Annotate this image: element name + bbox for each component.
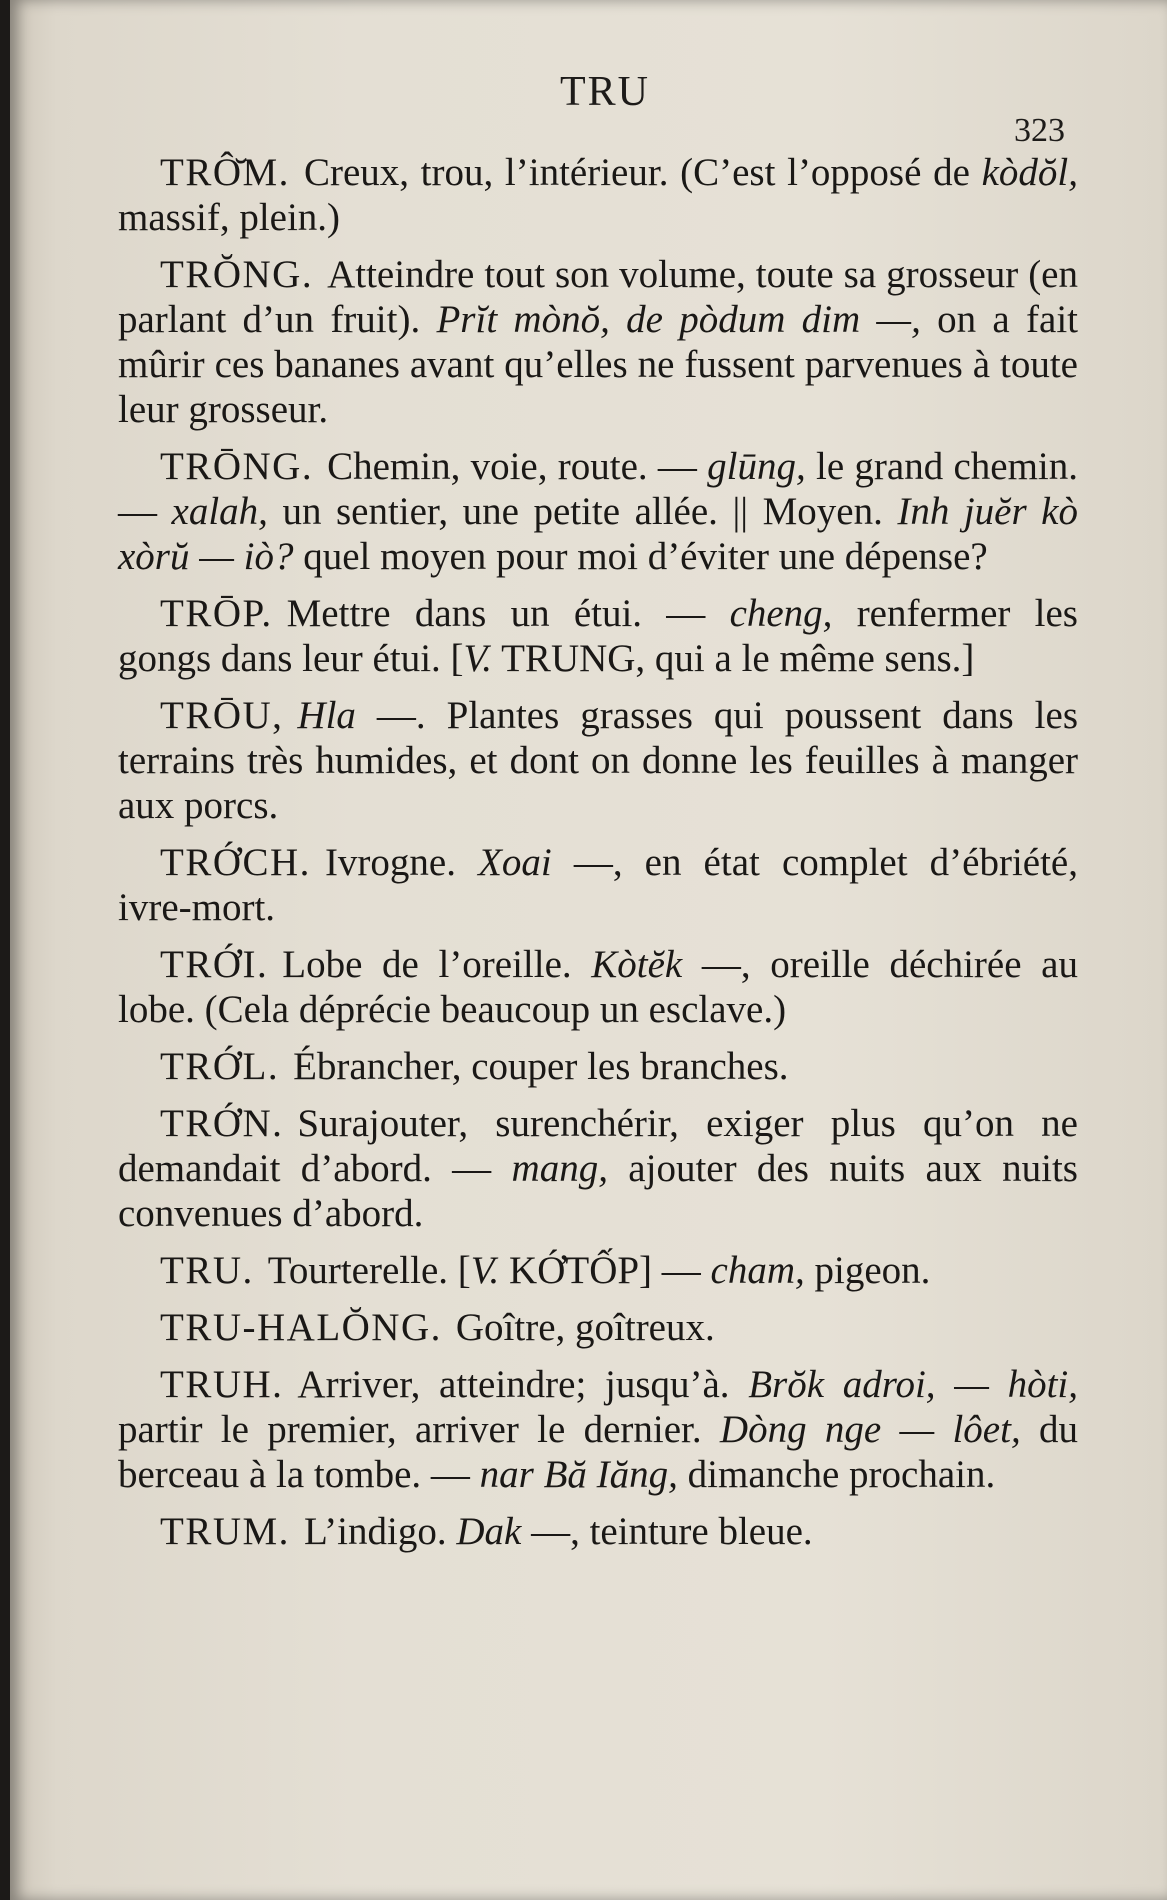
entry-definition: du berceau à la tombe. —	[118, 1408, 1078, 1496]
entry-definition: pigeon.	[804, 1249, 931, 1292]
entry-definition: ajouter des nuits aux nuits convenues d’abord.	[118, 1147, 1078, 1235]
entry-example: nar Bă Iăng,	[479, 1453, 678, 1496]
entry-example: glūng,	[707, 445, 806, 488]
entry-example: cham,	[710, 1249, 805, 1292]
dictionary-entry	[118, 942, 1078, 1032]
entry-headword: TRŌU,	[160, 694, 284, 737]
entry-headword: TRỚCH.	[160, 841, 311, 884]
entry-definition: KỚTỐP] —	[499, 1249, 711, 1292]
entry-definition: Surajouter, surenchérir, exiger plus qu’on ne demandait d’abord. —	[118, 1102, 1078, 1190]
entry-definition: quel moyen pour moi d’éviter une dépense?	[293, 535, 988, 578]
entry-example: V.	[470, 1249, 500, 1292]
entry-headword: TRỚN.	[160, 1102, 284, 1145]
entry-definition: —, en état complet d’ébriété, ivre-mort.	[118, 841, 1078, 929]
dictionary-entry	[118, 591, 1078, 681]
dictionary-entry	[118, 1101, 1078, 1236]
dictionary-entry	[118, 1248, 1078, 1293]
dictionary-entry	[118, 1305, 1078, 1350]
entry-example: V.	[463, 637, 493, 680]
entry-definition: un sentier, une petite allée. || Moyen.	[267, 490, 898, 533]
entry-definition: massif, plein.)	[118, 196, 341, 239]
entry-list	[118, 150, 1078, 1566]
entry-example: Inh juĕr kò xòrŭ — iò?	[118, 490, 1078, 578]
entry-headword: TRŌP.	[160, 592, 273, 635]
entry-definition: TRUNG, qui a le même sens.]	[492, 637, 975, 680]
running-header: TRU	[560, 69, 650, 115]
entry-definition: Arriver, atteindre; jusqu’à.	[297, 1363, 749, 1406]
entry-example: Dak	[456, 1510, 522, 1553]
entry-definition: le grand chemin. —	[118, 445, 1079, 533]
entry-definition: Lobe de l’oreille.	[282, 943, 592, 986]
entry-example: Hla	[297, 694, 356, 737]
entry-definition: —, oreille déchirée au lobe. (Cela déprécie beaucoup un esclave.)	[118, 943, 1078, 1031]
dictionary-entry	[118, 1362, 1078, 1497]
entry-definition: —, teinture bleue.	[521, 1510, 813, 1553]
entry-definition: renfermer les gongs dans leur étui. [	[118, 592, 1078, 680]
entry-definition: L’indigo.	[303, 1510, 457, 1553]
entry-definition: on a fait mûrir ces bananes avant qu’elles ne fussent parvenues à toute leur grosseur.	[118, 298, 1078, 431]
entry-headword: TRUM.	[160, 1510, 290, 1553]
entry-example: xalah,	[171, 490, 268, 533]
dictionary-entry	[118, 1044, 1078, 1089]
entry-definition: dimanche prochain.	[677, 1453, 996, 1496]
page-number: 323	[1014, 112, 1065, 149]
dictionary-entry	[118, 840, 1078, 930]
dictionary-entry	[118, 252, 1078, 432]
entry-definition: Mettre dans un étui. —	[286, 592, 730, 635]
entry-example: Kòtĕk	[591, 943, 683, 986]
entry-definition: Chemin, voie, route. —	[327, 445, 708, 488]
dictionary-entry	[118, 444, 1078, 579]
entry-definition: Ébrancher, couper les branches.	[293, 1045, 789, 1088]
entry-headword: TRỚI.	[160, 943, 269, 986]
dictionary-page	[10, 0, 1167, 1900]
entry-example: mang,	[511, 1147, 608, 1190]
entry-example: kòdŏl,	[981, 151, 1078, 194]
dictionary-entry	[118, 693, 1078, 828]
entry-definition: partir le premier, arriver le dernier.	[118, 1408, 720, 1451]
entry-example: Xoai	[478, 841, 552, 884]
entry-headword: TRŌNG.	[160, 445, 314, 488]
entry-definition: —. Plantes grasses qui poussent dans les terrains très humides, et dont on donne les feuilles à manger aux porcs.	[118, 694, 1078, 827]
entry-headword: TRU-HALŎNG.	[160, 1306, 442, 1349]
entry-example: cheng,	[729, 592, 833, 635]
dictionary-entry	[118, 150, 1078, 240]
entry-example: Prĭt mònŏ, de pòdum dim —,	[436, 298, 921, 341]
entry-example: Dòng nge — lôet,	[719, 1408, 1021, 1451]
entry-headword: TRU.	[160, 1249, 254, 1292]
entry-definition: Tourterelle. [	[267, 1249, 471, 1292]
entry-definition: Atteindre tout son volume, toute sa grosseur (en parlant d’un fruit).	[118, 253, 1078, 341]
dictionary-entry	[118, 1509, 1078, 1554]
entry-headword: TRUH.	[160, 1363, 284, 1406]
entry-headword: TRŎNG.	[160, 253, 314, 296]
entry-headword: TRỚL.	[160, 1045, 280, 1088]
entry-definition: Goître, goîtreux.	[455, 1306, 715, 1349]
entry-example: Brŏk adroi, — hòti,	[748, 1363, 1078, 1406]
entry-headword: TRÔ̆M.	[160, 151, 290, 194]
entry-definition: Creux, trou, l’intérieur. (C’est l’opposé de	[303, 151, 982, 194]
entry-definition: Ivrogne.	[324, 841, 479, 884]
